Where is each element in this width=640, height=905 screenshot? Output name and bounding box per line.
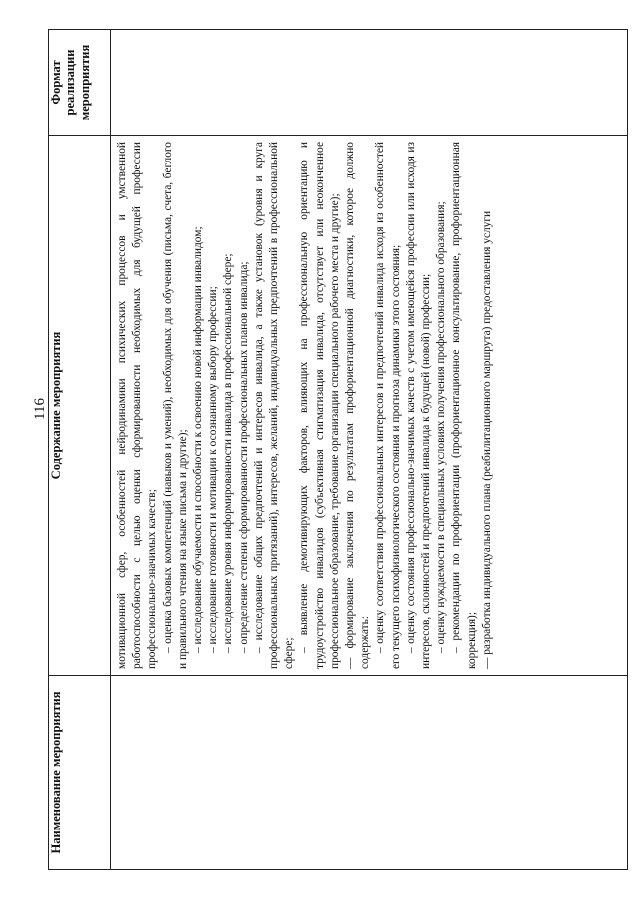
activity-format-cell [111,30,628,136]
content-item: – исследование обучаемости и способности к освоению новой информации инвалидом; [192,226,205,653]
content-item: – оценку нуждаемости в специальных условиях получения профессионального образования; [435,201,448,653]
content-item: — формирование заключения по результатам профориентационной диагностики, которое должно содержать: [344,142,372,669]
content-item: – исследование готовности и мотивации к осознанному выбору профессии; [207,286,220,653]
content-item: – оценка базовых компетенций (навыков и умений), необходимых для обучения (письма, счета, беглого и правильного чтения на языке письма и другие); [161,142,189,669]
content-paragraph: мотивационной сфер, особенностей нейродинамики психических процессов и умственной работоспособности с целью оценки сформированности необходимых для будущей профессии профессионально-значимых качеств; [116,142,159,669]
activity-name-cell [111,676,628,870]
content-item: – оценку соответствия профессиональных интересов и предпочтений инвалида исходя из особенностей его текущего психофизиологического состояния и прогноза динамики этого состояния; [374,142,402,669]
content-item: – определение степени сформированности профессиональных планов инвалида; [237,261,250,653]
page-number: 116 [32,398,48,420]
content-item: – исследование общих предпочтений и интересов инвалида, а также установок (уровня и круга профессиональных притязаний), интересов, желаний, индивидуальных предпочтений в профессиональной сфере; [252,142,296,669]
activity-content-cell [111,136,628,676]
header-activity-format: Формат реализации мероприятия [49,30,111,136]
activity-content [115,142,495,669]
activities-table [48,29,628,870]
content-item: – выявление демотивирующих факторов, влияющих на профессиональную ориентацию и трудоустройство инвалидов (субъективная стигматизация инвалида, отсутствует или неоконченное профессиональное образование, требование организации специального рабочего места и другие); [298,142,341,669]
content-item: — разработка индивидуального плана (реабилитационного маршрута) предоставления услуги [480,210,493,669]
content-item: – оценку состояния профессионально-значимых качеств с учетом имеющейся профессии или исходя из интересов, склонностей и предпочтений инвалида к будущей (новой) профессии; [404,142,433,669]
table-header-row [49,30,111,870]
rotated-table-frame [48,30,628,870]
content-item: – рекомендации по профориентации (профориентационное консультирование, профориентационная коррекция); [450,142,478,669]
table-row [111,30,628,870]
header-activity-name: Наименование мероприятия [49,676,111,870]
header-activity-content: Содержание мероприятия [49,136,111,676]
content-item: – исследование уровня информированности инвалида в профессиональной сфере; [222,253,235,653]
